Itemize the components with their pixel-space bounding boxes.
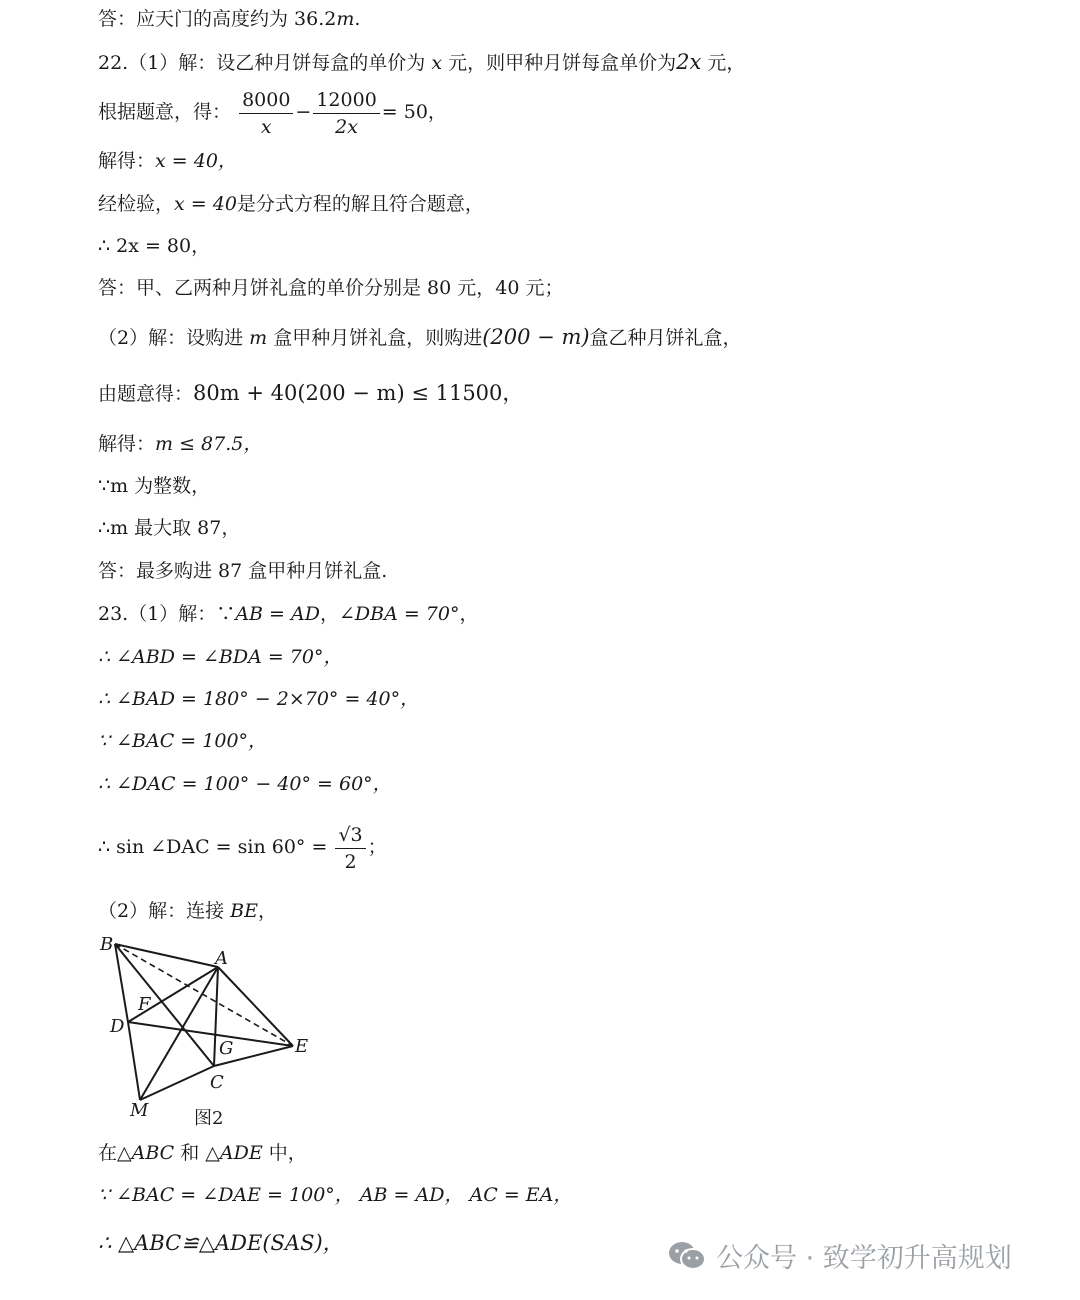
q22-solve-line: 解得：x = 40， [98,150,237,172]
q23-step1: ∴ ∠ABD = ∠BDA = 70°， [98,646,343,668]
q22-inequality: 由题意得：80m + 40(200 − m) ≤ 11500， [98,381,524,405]
q23-congruence-conclusion: ∴ △ABC≌△ADE(SAS)， [98,1231,344,1255]
label-E: E [295,1036,309,1057]
watermark-text: 公众号 · 致学初升高规划 [716,1243,1012,1274]
q22-part1-setup: 22.（1）解：设乙种月饼每盒的单价为 x 元，则甲种月饼每盒单价为2x 元， [98,50,746,74]
answer-height-line: 答：应天门的高度约为 36.2m. [98,8,361,30]
segment-BD [115,944,128,1022]
fraction-8000-over-x: $\frac{8000}{x}$ [239,87,293,140]
fraction-root3-over-2: $\frac{√3}{2}$ [335,822,365,875]
figure-caption: 图2 [194,1108,224,1129]
label-D: D [110,1016,125,1037]
q22-part2-setup: （2）解：设购进 m 盒甲种月饼礼盒，则购进(200 − m)盒乙种月饼礼盒， [98,325,742,349]
label-M: M [130,1100,149,1121]
q23-part2-head: （2）解：连接 BE， [98,900,277,922]
watermark [668,1236,1012,1275]
q23-part1-head: 23.（1）解：∵AB = AD，∠DBA = 70°， [98,603,479,625]
segment-DM [128,1022,140,1100]
wechat-icon [668,1240,706,1272]
segment-AC [214,967,218,1066]
q22-check-line: 经检验，x = 40是分式方程的解且符合题意， [98,193,484,215]
segment-DE [128,1022,293,1046]
segment-AE [218,967,293,1046]
q23-step5-sine: ∴ sin ∠DAC = sin 60° = $\frac{√3}{2}$ ； [98,823,387,873]
q22-answer1: 答：甲、乙两种月饼礼盒的单价分别是 80 元，40 元； [98,277,564,299]
label-G: G [219,1038,234,1059]
q22-equation: 根据题意，得： $\frac{8000}{x}$ − $\frac{12000}{2x}$ = 50， [98,88,447,138]
label-C: C [210,1072,224,1093]
label-A: A [215,948,228,969]
q22-solve2-line: 解得：m ≤ 87.5， [98,433,263,455]
q23-triangles-intro: 在△ABC 和 △ADE 中， [98,1142,307,1164]
label-F: F [138,994,151,1015]
q23-step2: ∴ ∠BAD = 180° − 2×70° = 40°， [98,688,420,710]
q23-step3: ∵ ∠BAC = 100°， [98,730,268,752]
q23-congruence-conditions: ∵ ∠BAC = ∠DAE = 100°， AB = AD， AC = EA， [98,1184,573,1206]
geometry-figure-2 [98,930,328,1136]
q22-therefore-max: ∴m 最大取 87， [98,517,241,539]
q22-answer2: 答：最多购进 87 盒甲种月饼礼盒. [98,560,388,582]
q22-because-integer: ∵m 为整数， [98,475,211,497]
fraction-12000-over-2x: $\frac{12000}{2x}$ [313,87,379,140]
q22-therefore-2x: ∴ 2x = 80， [98,235,211,257]
label-B: B [100,934,114,955]
q23-step4: ∴ ∠DAC = 100° − 40° = 60°， [98,773,392,795]
